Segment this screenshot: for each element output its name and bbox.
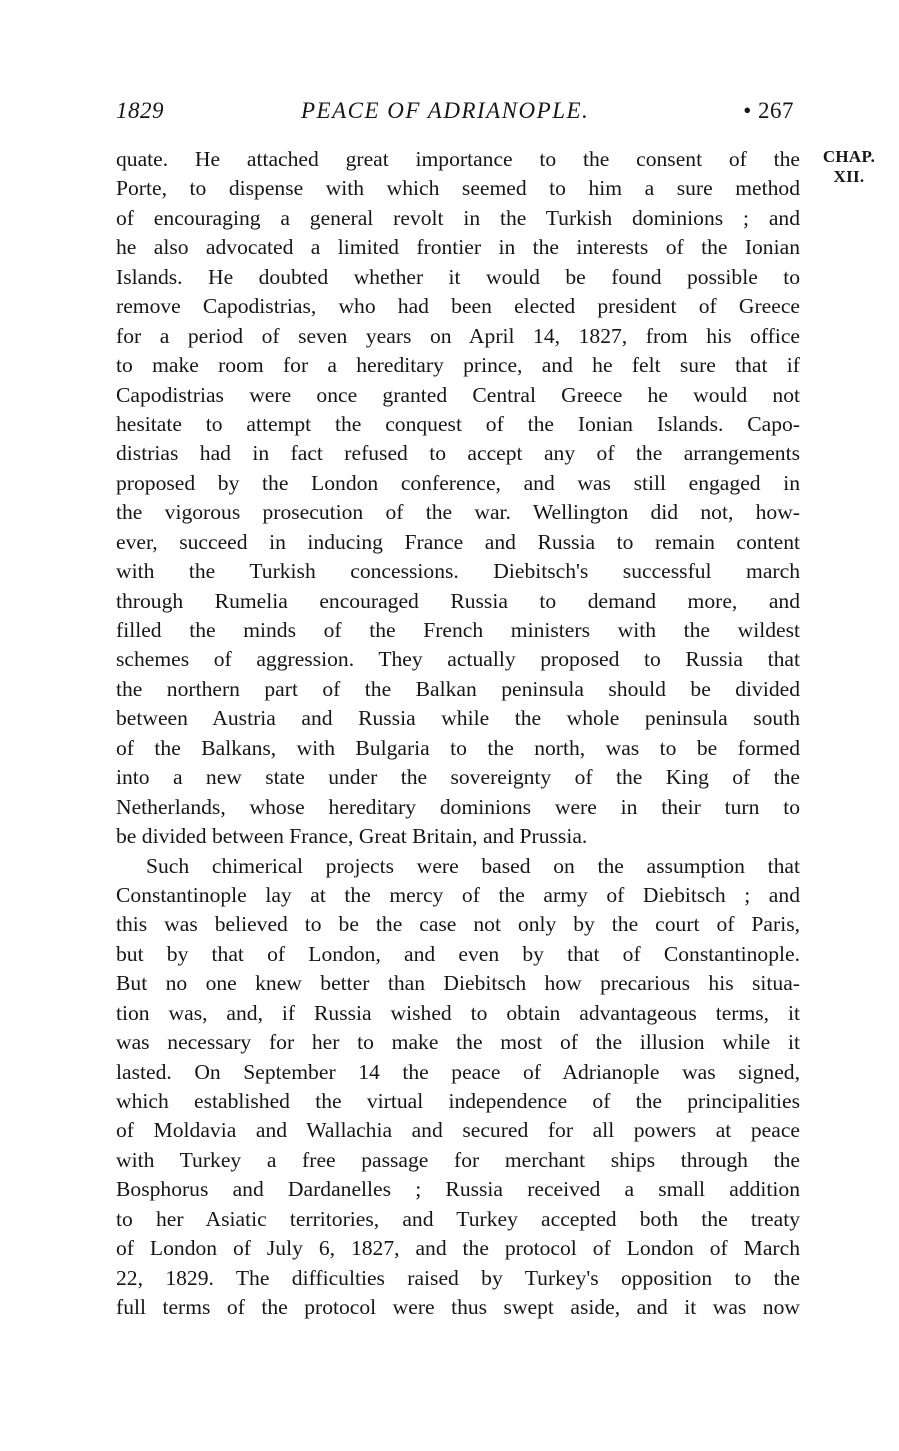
text-line: with the Turkish concessions. Diebitsch's successful march	[116, 559, 800, 584]
text-line: schemes of aggression. They actually proposed to Russia that	[116, 647, 800, 672]
text-line: Constantinople lay at the mercy of the army of Diebitsch ; and	[116, 882, 800, 907]
text-line: the northern part of the Balkan peninsula should be divided	[116, 676, 800, 701]
header-title: PEACE OF ADRIANOPLE.	[301, 98, 590, 123]
text-line: of Moldavia and Wallachia and secured for all powers at peace	[116, 1118, 800, 1143]
text-line: But no one knew better than Diebitsch how precarious his situa-	[116, 971, 800, 996]
text-line: full terms of the protocol were thus swept aside, and it was now	[116, 1295, 800, 1320]
text-line: proposed by the London conference, and was still engaged in	[116, 470, 800, 495]
text-line: 22, 1829. The difficulties raised by Turkey's opposition to the	[116, 1265, 800, 1290]
text-line: remove Capodistrias, who had been elected president of Greece	[116, 294, 800, 319]
running-head	[116, 98, 800, 132]
text-line: hesitate to attempt the conquest of the Ionian Islands. Capo-	[116, 411, 800, 436]
text-line: to make room for a hereditary prince, and he felt sure that if	[116, 353, 800, 378]
chapter-label: CHAP.	[822, 147, 876, 166]
text-line: Capodistrias were once granted Central Greece he would not	[116, 382, 800, 407]
paragraph-start-line: Such chimerical projects were based on the assumption that	[146, 853, 800, 878]
text-line: of the Balkans, with Bulgaria to the north, was to be formed	[116, 735, 800, 760]
text-line: through Rumelia encouraged Russia to demand more, and	[116, 588, 800, 613]
text-line: was necessary for her to make the most of the illusion while it	[116, 1030, 800, 1055]
text-line: lasted. On September 14 the peace of Adrianople was signed,	[116, 1059, 800, 1084]
text-line: Bosphorus and Dardanelles ; Russia received a small addition	[116, 1177, 800, 1202]
text-line: of London of July 6, 1827, and the protocol of London of March	[116, 1236, 800, 1261]
text-line: with Turkey a free passage for merchant ships through the	[116, 1147, 800, 1172]
text-line: for a period of seven years on April 14, 1827, from his office	[116, 323, 800, 348]
text-line: which established the virtual independence of the principalities	[116, 1089, 800, 1113]
text-line: tion was, and, if Russia wished to obtain advantageous terms, it	[116, 1000, 800, 1025]
paragraph-end-line: be divided between France, Great Britain, and Prussia.	[116, 824, 588, 849]
text-line: he also advocated a limited frontier in the interests of the Ionian	[116, 235, 800, 260]
text-line: but by that of London, and even by that of Constantinople.	[116, 941, 800, 966]
chapter-margin-note	[814, 147, 884, 187]
text-line: ever, succeed in inducing France and Russia to remain content	[116, 529, 800, 554]
text-line: Netherlands, whose hereditary dominions were in their turn to	[116, 794, 800, 819]
text-line: of encouraging a general revolt in the Turkish dominions ; and	[116, 205, 800, 230]
text-line: between Austria and Russia while the whole peninsula south	[116, 706, 800, 731]
header-year: 1829	[116, 98, 164, 123]
text-line: the vigorous prosecution of the war. Wellington did not, how-	[116, 500, 800, 525]
text-line: filled the minds of the French ministers with the wildest	[116, 618, 800, 642]
page-number: • 267	[743, 98, 794, 123]
text-line: distrias had in fact refused to accept any of the arrangements	[116, 441, 800, 466]
text-line: quate. He attached great importance to the consent of the	[116, 147, 800, 171]
body-text	[116, 145, 800, 1323]
text-line: into a new state under the sovereignty of the King of the	[116, 765, 800, 790]
text-line: Porte, to dispense with which seemed to him a sure method	[116, 176, 800, 201]
text-line: this was believed to be the case not only by the court of Paris,	[116, 912, 800, 937]
text-line: Islands. He doubted whether it would be found possible to	[116, 264, 800, 289]
text-line: to her Asiatic territories, and Turkey accepted both the treaty	[116, 1206, 800, 1231]
chapter-number: XII.	[833, 167, 865, 186]
